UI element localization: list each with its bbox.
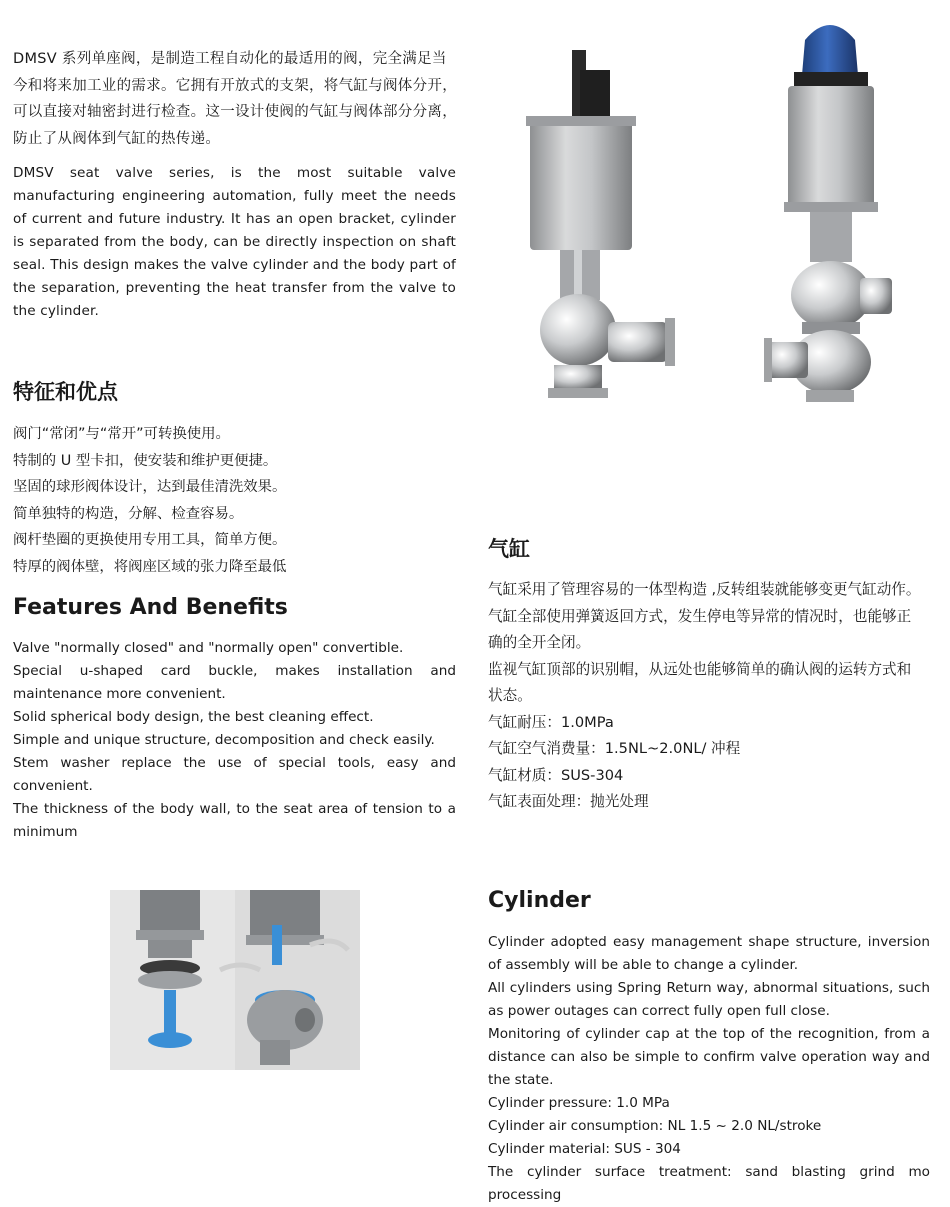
list-item: 气缸材质：SUS-304 — [488, 766, 624, 784]
list-item: 气缸空气消费量：1.5NL~2.0NL/ 冲程 — [488, 740, 741, 757]
list-item: 状态。 — [488, 687, 532, 704]
list-item: Cylinder air consumption: NL 1.5 ~ 2.0 NL/stroke — [488, 1118, 822, 1134]
features-title-zh: 特征和优点 — [13, 380, 118, 404]
features-list-zh — [13, 421, 286, 580]
list-item: 特制的 U 型卡扣，使安装和维护更便捷。 — [13, 452, 278, 469]
list-item: Solid spherical body design, the best cleaning effect. — [13, 709, 374, 725]
list-item: 阀门“常闭”与“常开”可转换使用。 — [13, 426, 230, 442]
list-item: Cylinder pressure: 1.0 MPa — [488, 1095, 670, 1111]
cylinder-list-zh — [488, 577, 921, 816]
features-title-en: Features And Benefits — [13, 595, 288, 620]
list-item: 坚固的球形阀体设计，达到最佳清洗效果。 — [13, 479, 287, 495]
list-item: Stem washer replace the use of special tools, easy and convenient. — [13, 755, 456, 794]
list-item: Special u-shaped card buckle, makes installation and maintenance more convenient. — [13, 663, 456, 702]
list-item: 简单独特的构造，分解、检查容易。 — [13, 505, 244, 522]
list-item: 阀杆垫圈的更换使用专用工具，简单方便。 — [13, 532, 287, 548]
left-valve — [526, 50, 675, 398]
list-item: Cylinder adopted easy management shape structure, inversion of assembly will be able to change a cylinder. — [488, 934, 930, 973]
list-item: The thickness of the body wall, to the seat area of tension to a minimum — [13, 801, 456, 840]
cylinder-list-en — [488, 931, 930, 1207]
right-valve — [764, 25, 892, 402]
list-item: 气缸采用了管理容易的一体型构造 ,反转组装就能够变更气缸动作。 — [488, 581, 921, 598]
list-item: 特厚的阀体壁，将阀座区域的张力降至最低 — [13, 558, 287, 575]
list-item: Valve "normally closed" and "normally open" convertible. — [13, 640, 404, 656]
valve-product-photo — [520, 10, 940, 410]
features-list-en — [13, 637, 456, 844]
list-item: Simple and unique structure, decomposition and check easily. — [13, 732, 435, 748]
list-item: Cylinder material: SUS - 304 — [488, 1141, 681, 1157]
intro-english-text: DMSV seat valve series, is the most suitable valve manufacturing engineering automation, fully meet the needs of current and future industry. It has an open bracket, cylinder is separated from the body, can be directly inspection on shaft seal. This design makes the valve cylinder and the body part of the separation, preventing the heat transfer from the valve to the cylinder. — [13, 165, 456, 319]
cylinder-title-zh: 气缸 — [488, 537, 530, 561]
list-item: Monitoring of cylinder cap at the top of the recognition, from a distance can also be simple to confirm valve operation way and the state. — [488, 1026, 930, 1088]
list-item: The cylinder surface treatment: sand blasting grind mo processing — [488, 1164, 930, 1203]
list-item: 气缸全部使用弹簧返回方式，发生停电等异常的情况时，也能够正 — [488, 607, 912, 625]
list-item: All cylinders using Spring Return way, abnormal situations, such as power outages can correct fully open full close. — [488, 980, 930, 1019]
list-item: 确的全开全闭。 — [488, 634, 591, 651]
list-item: 气缸耐压：1.0MPa — [488, 713, 614, 731]
valve-assembly-render — [110, 890, 360, 1070]
intro-english — [13, 162, 456, 323]
list-item: 气缸表面处理：抛光处理 — [488, 793, 649, 810]
intro-chinese: DMSV 系列单座阀，是制造工程自动化的最适用的阀，完全满足当今和将来加工业的需求。它拥有开放式的支架，将气缸与阀体分开，可以直接对轴密封进行检查。这一设计使阀的气缸与阀体部分分离，防止了从阀体到气缸的热传递。 — [13, 51, 457, 147]
list-item: 监视气缸顶部的识别帽，从远处也能够简单的确认阀的运转方式和 — [488, 660, 912, 678]
cylinder-title-en: Cylinder — [488, 888, 591, 913]
